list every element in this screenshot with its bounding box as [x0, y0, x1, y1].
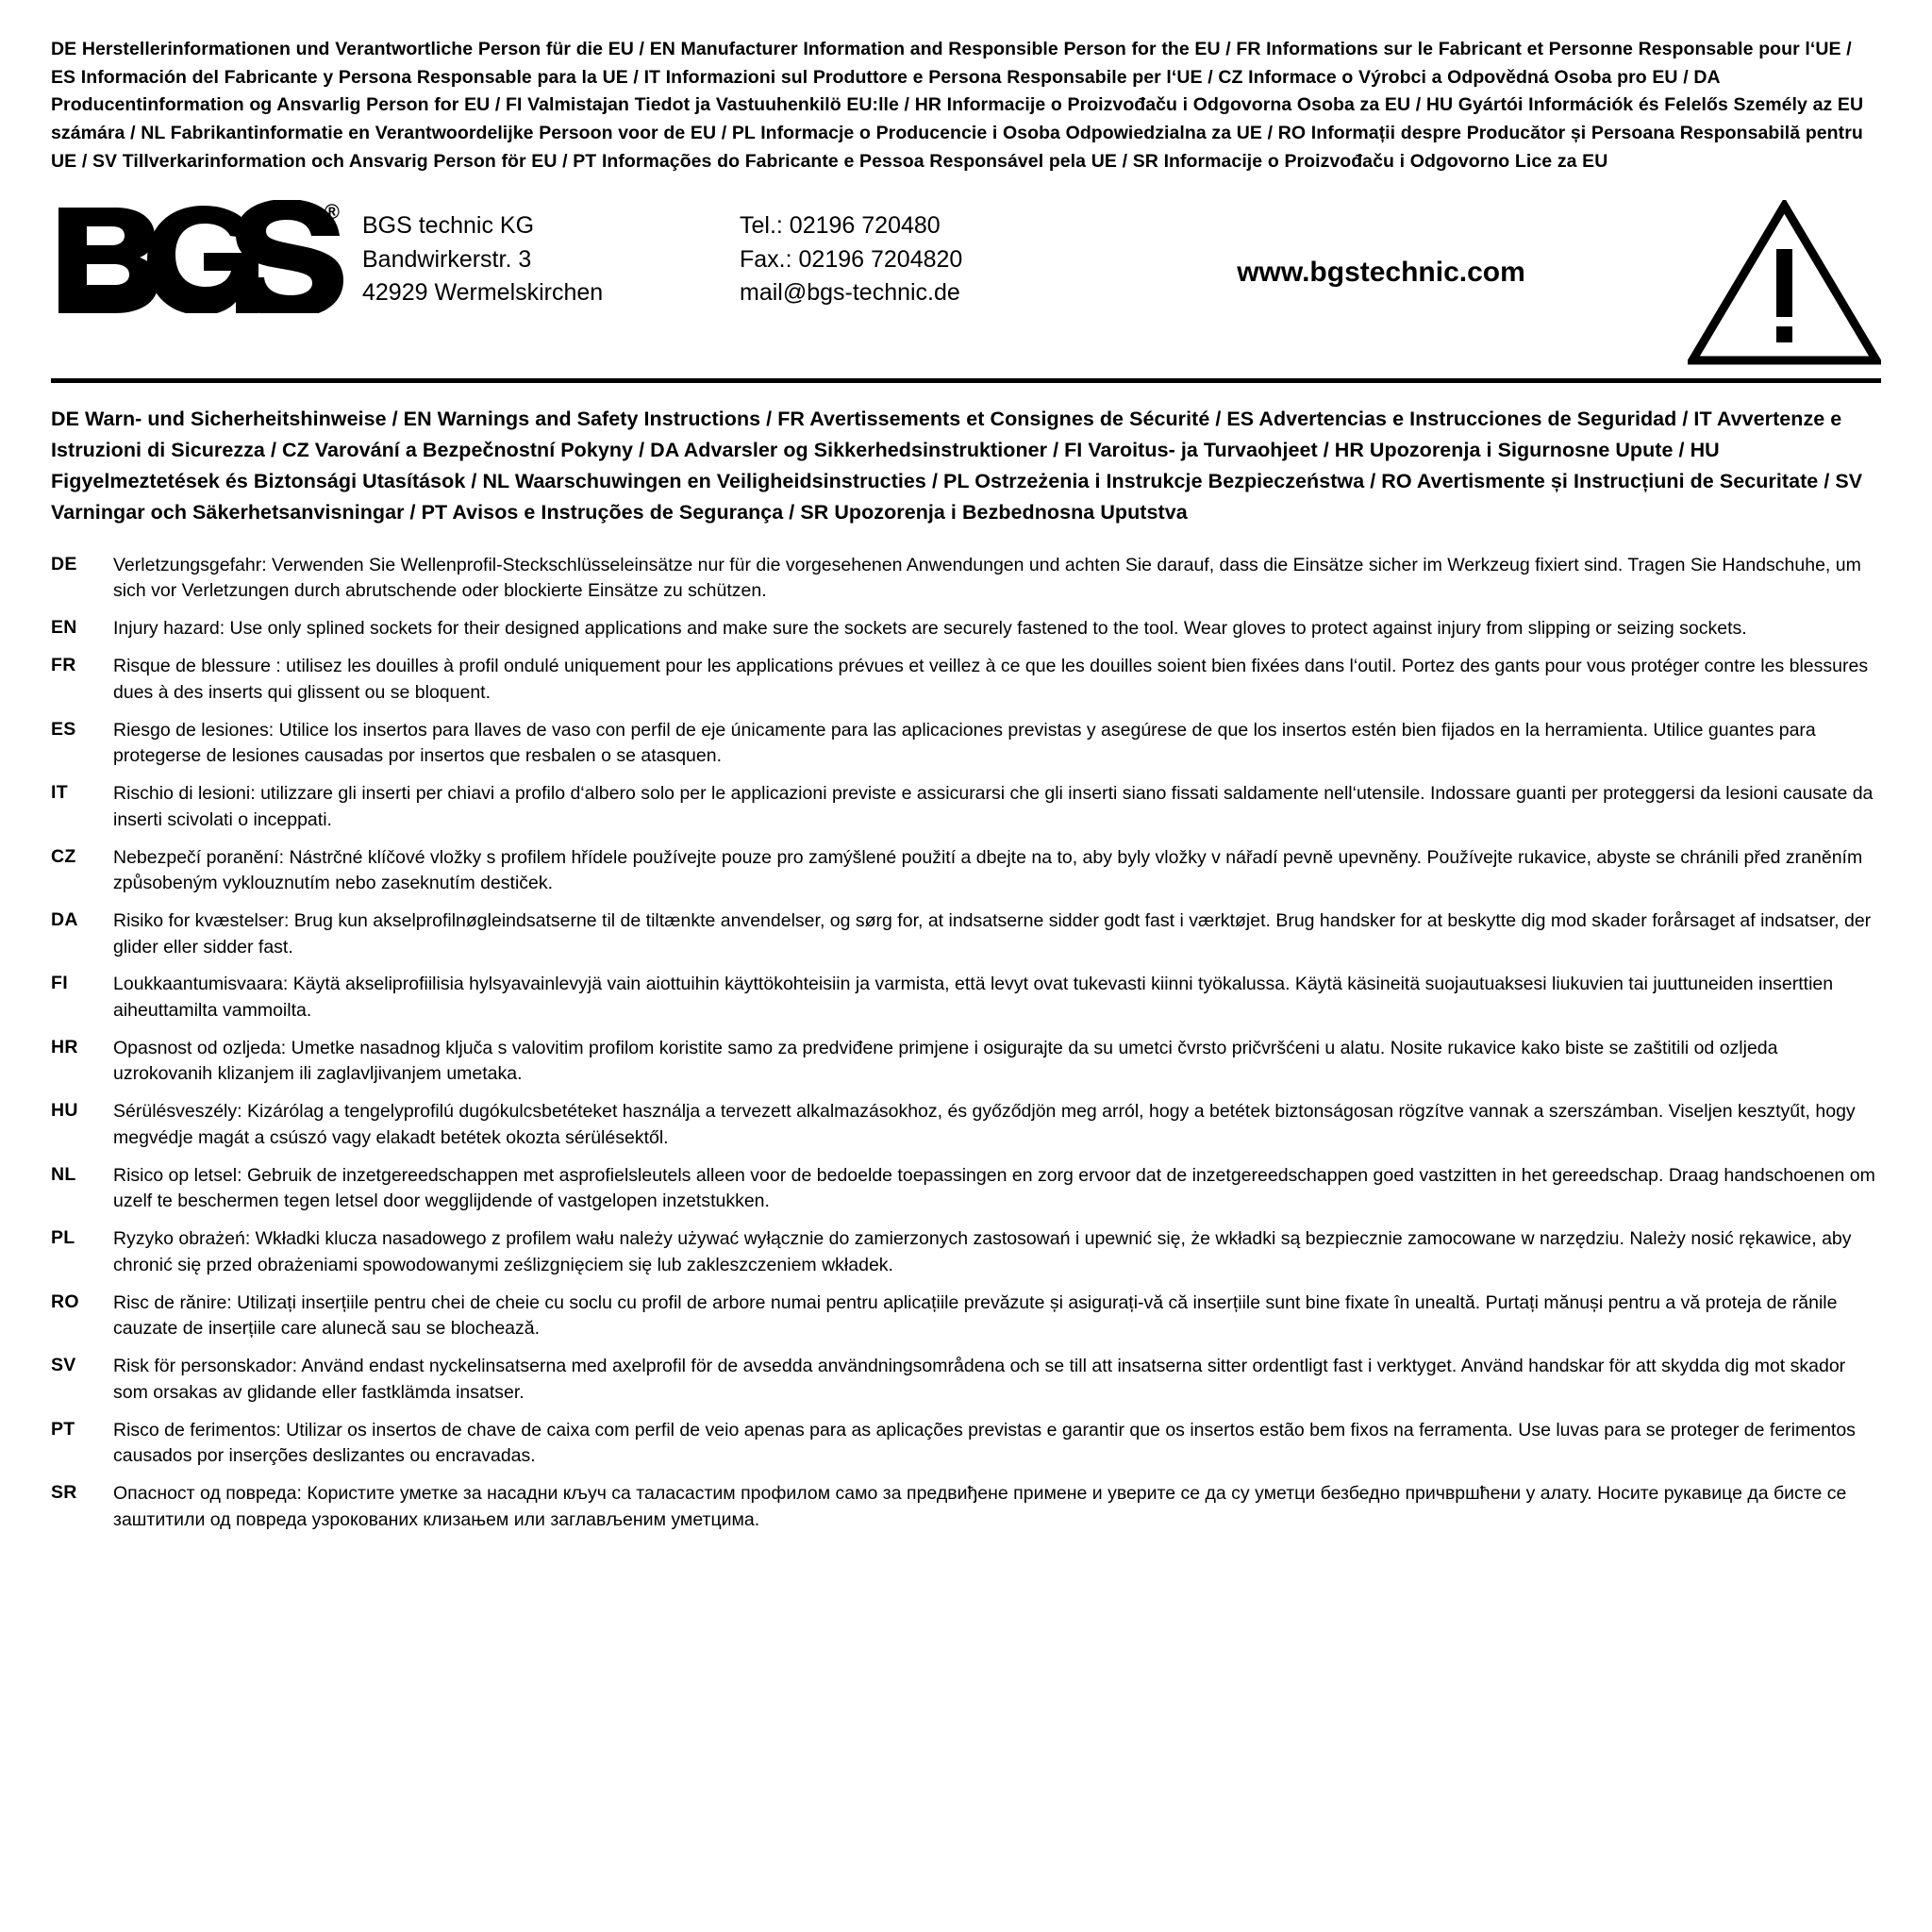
company-band — [51, 189, 1881, 383]
company-address — [362, 189, 740, 310]
warning-triangle-icon — [1664, 189, 1881, 365]
instructions-list — [51, 553, 1881, 1534]
language-code: FR — [51, 655, 76, 676]
manufacturer-info-heading: DE Herstellerinformationen und Verantwortliche Person für die EU / EN Manufacturer Information and Responsible Person for the EU / FR Informations sur le Fabricant et Personne Responsable pour l‘UE / ES Información del Fabricante y Persona Responsable para la UE / IT Informazioni sul Produttore e Persona Responsabile per l‘UE / CZ Informace o Výrobci a Odpovědná Osoba pro EU / DA Producentinformation og Ansvarlig Person for EU / FI Valmistajan Tiedot ja Vastuuhenkilö EU:lle / HR Informacije o Proizvođaču i Odgovorna Osoba za EU / HU Gyártói Információk és Felelős Személy az EU számára / NL Fabrikantinformatie en Verantwoordelijke Persoon voor de EU / PL Informacje o Producencie i Osoba Odpowiedzialna za UE / RO Informații despre Producător și Persoana Responsabilă pentru UE / SV Tillverkarinformation och Ansvarig Person för EU / PT Informações do Fabricante e Pessoa Responsável pela UE / SR Informacije o Proizvođaču i Odgovorno Lice za EU — [51, 39, 1864, 172]
company-telephone: Tel.: 02196 720480 — [740, 212, 941, 240]
language-code: PL — [51, 1227, 75, 1249]
company-street: Bandwirkerstr. 3 — [362, 245, 532, 273]
instruction-text: Risiko for kvæstelser: Brug kun akselprofilnøgleindsatserne til de tiltænkte anvendelser, og sørg for, at indsatserne sidder godt fast i værktøjet. Brug handsker for at beskytte dig mod skader forårsaget af indsatser, der glider eller sidder fast. — [113, 910, 1872, 958]
language-code: NL — [51, 1163, 76, 1185]
company-name: BGS technic KG — [362, 212, 535, 240]
instruction-text: Verletzungsgefahr: Verwenden Sie Wellenprofil-Steckschlüsseleinsätze nur für die vorgesehenen Anwendungen und achten Sie darauf, dass die Einsätze sicher im Werkzeug fixiert sind. Tragen Sie Handschuhe, um sich vor Verletzungen durch abrutschende oder blockierte Einsätze zu schützen. — [113, 554, 1861, 602]
instruction-text: Risc de rănire: Utilizați inserțiile pentru chei de cheie cu soclu cu profil de arbore numai pentru aplicațiile prevăzute și asigurați-vă că inserțiile sunt bine fixate în unealtă. Purtați mănuși pentru a vă proteja de rănile cauzate de inserțiile care alunecă sau se blochează. — [113, 1291, 1838, 1340]
list-item — [51, 1226, 1881, 1278]
company-fax: Fax.: 02196 7204820 — [740, 245, 963, 273]
language-code: IT — [51, 782, 68, 804]
list-item — [51, 845, 1881, 897]
instruction-text: Opasnost od ozljeda: Umetke nasadnog ključa s valovitim profilom koristite samo za predviđene primjene i osigurajte da su umetci čvrsto pričvršćeni u alatu. Nosite rukavice kako biste se zaštitili od ozljeda uzrokovanih klizanjem ili zaglavljivanjem umetaka. — [113, 1037, 1778, 1085]
company-email[interactable]: mail@bgs-technic.de — [740, 279, 960, 307]
list-item — [51, 908, 1881, 960]
list-item — [51, 1036, 1881, 1088]
instruction-text: Loukkaantumisvaara: Käytä akseliprofiilisia hylsyavainlevyjä vain aiottuihin käyttökohteisiin ja varmista, että levyt ovat tukevasti kiinni työkalussa. Käytä käsineitä suojautuaksesi liukuvien tai juuttuneiden inserttien aiheuttamilta vammoilta. — [113, 974, 1834, 1021]
instruction-text: Sérülésveszély: Kizárólag a tengelyprofilú dugókulcsbetéteket használja a tervezett alkalmazásokhoz, és győződjön meg arról, hogy a betétek biztonságosan rögzítve vannak a szerszámban. Viseljen kesztyűt, hogy megvédje magát a csúszó vagy elakadt betétek okozta sérülésektől. — [113, 1101, 1856, 1148]
instruction-text: Rischio di lesioni: utilizzare gli inserti per chiavi a profilo d‘albero solo per le applicazioni previste e assicurarsi che gli inserti siano fissati saldamente nell‘utensile. Indossare guanti per proteggersi da lesioni causate da inserti scivolati o inceppati. — [113, 783, 1874, 830]
list-item — [51, 1291, 1881, 1342]
language-code: EN — [51, 617, 77, 639]
instruction-text: Risico op letsel: Gebruik de inzetgereedschappen met asprofielsleutels alleen voor de bedoelde toepassingen en zorg ervoor dat de inzetgereedschappen goed vastzitten in het gereedschap. Draag handschoenen om uzelf te beschermen tegen letsel door wegglijdende of vastgelopen inzetstukken. — [113, 1164, 1875, 1212]
instruction-text: Injury hazard: Use only splined sockets for their designed applications and make sure the sockets are securely fastened to the tool. Wear gloves to protect against injury from slipping or seizing sockets. — [113, 618, 1747, 640]
language-code: DA — [51, 909, 78, 931]
list-item — [51, 1099, 1881, 1151]
list-item — [51, 718, 1881, 770]
registered-trademark-symbol: ® — [324, 200, 340, 225]
list-item — [51, 1418, 1881, 1470]
instruction-text: Risco de ferimentos: Utilizar os insertos de chave de caixa com perfil de veio apenas para as aplicações previstas e garantir que os insertos estão bem fixos na ferramenta. Use luvas para se proteger de ferimentos causados por inserções deslizantes ou encravadas. — [113, 1419, 1856, 1467]
company-website[interactable]: www.bgstechnic.com — [1237, 257, 1525, 289]
language-code: HU — [51, 1100, 78, 1122]
language-code: PT — [51, 1418, 75, 1440]
language-code: ES — [51, 718, 76, 740]
logo-subtext: technic — [191, 293, 300, 314]
instruction-text: Ryzyko obrażeń: Wkładki klucza nasadowego z profilem wału należy używać wyłącznie do zamierzonych zastosowań i upewnić się, że wkładki są bezpiecznie zamocowane w narzędziu. Należy nosić rękawice, aby chronić się przed obrażeniami spowodowanymi ześlizgnięciem się lub zakleszczeniem wkładek. — [113, 1228, 1852, 1275]
company-city: 42929 Wermelskirchen — [362, 279, 604, 307]
language-code: FI — [51, 973, 68, 994]
instruction-text: Nebezpečí poranění: Nástrčné klíčové vložky s profilem hřídele používejte pouze pro zamýšlené použití a dbejte na to, aby byly vložky v nářadí pevně upevněny. Používejte rukavice, abyste se chránili před zraněním způsobeným vyklouznutím nebo zaseknutím destiček. — [113, 846, 1863, 894]
instruction-text: Опасност од повреда: Користите уметке за насадни кључ са таласастим профилом само за предвиђене примене и уверите се да су уметци безбедно причвршћени у алату. Носите рукавице да бисте се заштитили од повреда узрокованих клизањем или заглављеним уметцима. — [113, 1483, 1847, 1530]
brand-logo — [51, 189, 362, 318]
language-code: RO — [51, 1291, 79, 1312]
language-code: CZ — [51, 845, 76, 867]
company-contact — [740, 189, 1098, 310]
warning-triangle-glyph — [1688, 200, 1881, 365]
list-item — [51, 654, 1881, 706]
language-code: HR — [51, 1036, 78, 1058]
list-item — [51, 1354, 1881, 1406]
language-code: SV — [51, 1355, 76, 1376]
list-item — [51, 1163, 1881, 1215]
instruction-text: Risk för personskador: Använd endast nyckelinsatserna med axelprofil för de avsedda användningsområdena och se till att insatserna sitter ordentligt fast i verktyget. Använd handskar för att skydda dig mot skador som orsakas av glidande eller fastklämda insatser. — [113, 1356, 1846, 1403]
list-item — [51, 616, 1881, 641]
language-code: DE — [51, 553, 77, 575]
list-item — [51, 1481, 1881, 1533]
instruction-text: Risque de blessure : utilisez les douilles à profil ondulé uniquement pour les applications prévues et veillez à ce que les douilles soient bien fixées dans l‘outil. Portez des gants pour vous protéger contre les blessures dues à des inserts qui glissent ou se bloquent. — [113, 656, 1869, 703]
instruction-text: Riesgo de lesiones: Utilice los insertos para llaves de vaso con perfil de eje únicamente para las aplicaciones previstas y asegúrese de que los insertos estén bien fijados en la herramienta. Utilice guantes para protegerse de lesiones causadas por insertos que resbalen o se atasquen. — [113, 719, 1816, 767]
language-code: SR — [51, 1482, 77, 1504]
list-item — [51, 781, 1881, 833]
warnings-heading: DE Warn- und Sicherheitshinweise / EN Warnings and Safety Instructions / FR Avertissements et Consignes de Sécurité / ES Advertencias e Instrucciones de Seguridad / IT Avvertenze e Istruzioni di Sicurezza / CZ Varování a Bezpečnostní Pokyny / DA Advarsler og Sikkerhedsinstruktioner / FI Varoitus- ja Turvaohjeet / HR Upozorenja i Sigurnosne Upute / HU Figyelmeztetések és Biztonsági Utasítások / NL Waarschuwingen en Veiligheidsinstructies / PL Ostrzeżenia i Instrukcje Bezpieczeństwa / RO Avertismente și Instrucțiuni de Securitate / SV Varningar och Säkerhetsanvisningar / PT Avisos e Instruções de Segurança / SR Upozorenja i Bezbednosna Uputstva — [51, 408, 1863, 524]
list-item — [51, 972, 1881, 1024]
list-item — [51, 553, 1881, 605]
